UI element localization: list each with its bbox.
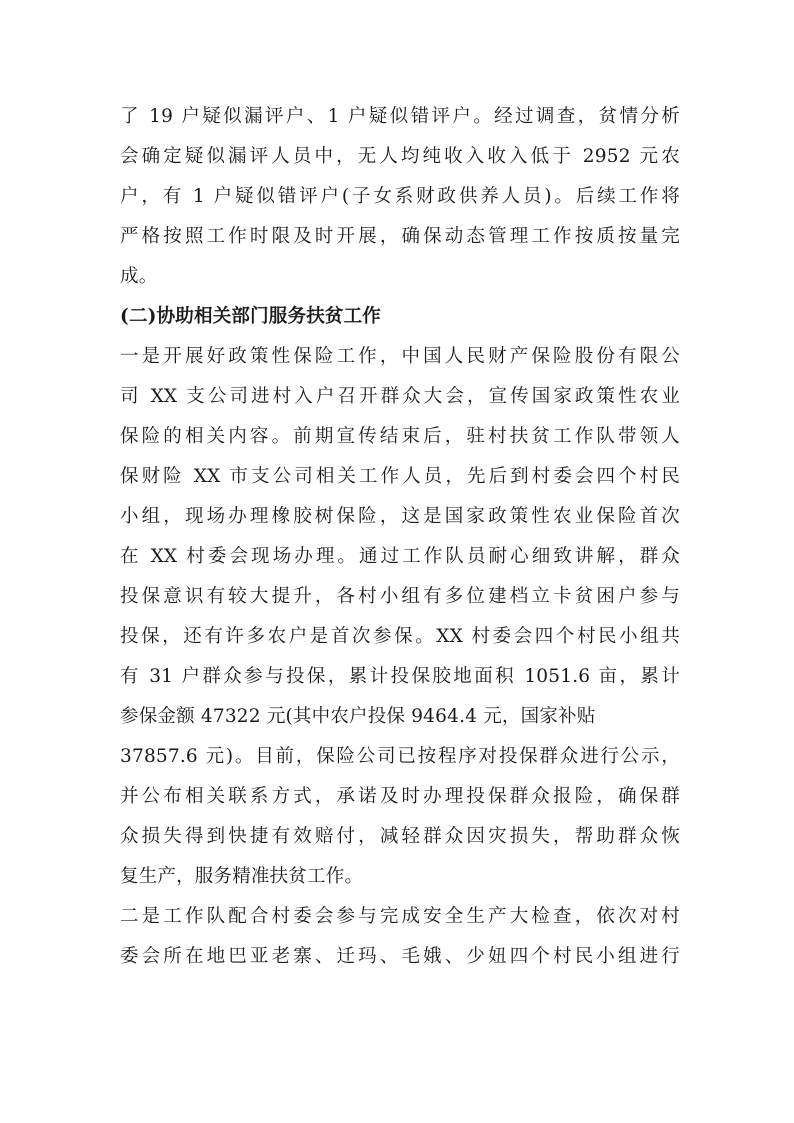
text-line: 投保意识有较大提升，各村小组有多位建档立卡贫困户参与 xyxy=(120,586,680,607)
text-line: 37857.6 元)。目前，保险公司已按程序对投保群众进行公示， xyxy=(120,746,680,767)
text-line: 成。 xyxy=(120,266,158,287)
text-line: 有 31 户群众参与投保，累计投保胶地面积 1051.6 亩，累计 xyxy=(120,666,680,687)
text-line: 在 XX 村委会现场办理。通过工作队员耐心细致讲解，群众 xyxy=(120,546,680,567)
text-line: 复生产，服务精准扶贫工作。 xyxy=(120,866,364,887)
text-line: 小组，现场办理橡胶树保险，这是国家政策性农业保险首次 xyxy=(120,506,680,527)
text-line: 保险的相关内容。前期宣传结束后，驻村扶贫工作队带领人 xyxy=(120,426,680,447)
text-line: 参保金额 47322 元(其中农户投保 9464.4 元，国家补贴 xyxy=(120,706,596,727)
text-line: 严格按照工作时限及时开展，确保动态管理工作按质按量完 xyxy=(120,226,680,247)
text-line: 众损失得到快捷有效赔付，减轻群众因灾损失，帮助群众恢 xyxy=(120,826,680,847)
text-line: 司 XX 支公司进村入户召开群众大会，宣传国家政策性农业 xyxy=(120,386,680,407)
text-line: 二是工作队配合村委会参与完成安全生产大检查，依次对村 xyxy=(120,906,680,927)
text-line: 保财险 XX 市支公司相关工作人员，先后到村委会四个村民 xyxy=(120,466,680,487)
text-line: 了 19 户疑似漏评户、1 户疑似错评户。经过调查，贫情分析 xyxy=(120,106,680,127)
text-line: 投保，还有许多农户是首次参保。XX 村委会四个村民小组共 xyxy=(120,626,680,647)
text-line: 户，有 1 户疑似错评户(子女系财政供养人员)。后续工作将 xyxy=(120,186,680,207)
text-line: 委会所在地巴亚老寨、迁玛、毛娥、少妞四个村民小组进行 xyxy=(120,946,680,967)
text-line: 并公布相关联系方式，承诺及时办理投保群众报险，确保群 xyxy=(120,786,680,807)
section-heading: (二)协助相关部门服务扶贫工作 xyxy=(120,306,382,327)
text-line: 会确定疑似漏评人员中，无人均纯收入收入低于 2952 元农 xyxy=(120,146,680,167)
text-line: 一是开展好政策性保险工作，中国人民财产保险股份有限公 xyxy=(120,346,680,367)
